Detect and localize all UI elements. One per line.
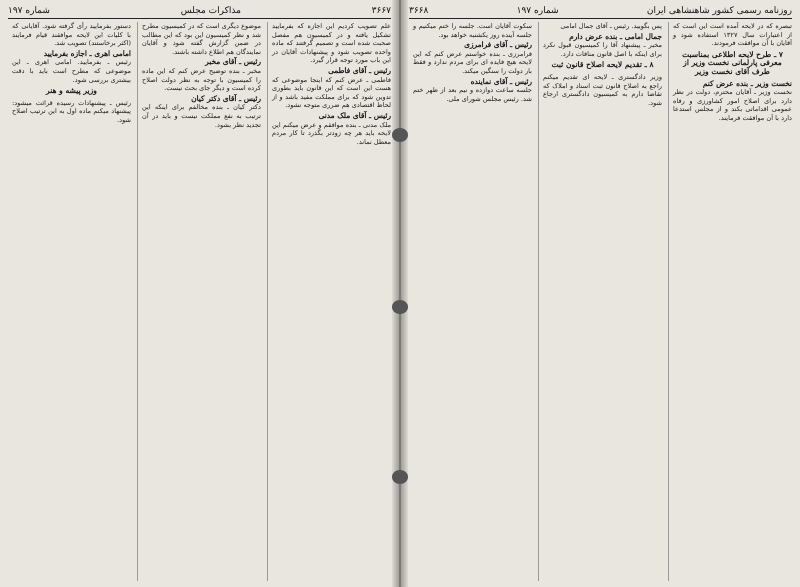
paragraph: رئیس ـ پیشنهادات رسیده قرائت میشود: پیشنهاد میکنم ماده اول به این ترتیب اصلاح شود. (12, 98, 131, 124)
left-running-header (8, 4, 391, 19)
right-running-header (409, 4, 792, 19)
paragraph: سکوت آقایان است. جلسه را ختم میکنیم و جلسه آینده روز یکشنبه خواهد بود. (413, 22, 532, 39)
section-headline: وزیر پیشه و هنر (46, 86, 97, 96)
speaker-line: امامی اهری ـ اجازه بفرمایید (43, 48, 131, 58)
paragraph: مخبر ـ پیشنهاد آقا را کمیسیون قبول نکرد برای اینکه با اصل قانون منافات دارد. (543, 41, 662, 58)
right-column-2 (538, 22, 662, 581)
left-header-date: شماره ۱۹۷ (8, 6, 50, 16)
paragraph: علم تصویب کردیم این اجازه که بفرمایید تشکیل یافته و در کمیسیون هم مفصل صحبت شده است و تصمیم گرفتند که ماده واحده تصویب شود و پیشنهادات آقایان در این باب مورد توجه قرار گیرد. (272, 22, 391, 65)
speaker-line: رئیس ـ آقای دکتر کیان (191, 93, 261, 103)
right-header-paper: روزنامه رسمی کشور شاهنشاهی ایران (646, 6, 792, 16)
paragraph: دکتر کیان ـ بنده مخالفم برای اینکه این ترتیب به نفع مملکت نیست و باید در آن تجدید نظر بشود. (142, 103, 261, 129)
paragraph: پس بگویید. رئیس ـ آقای جمال امامی (560, 22, 662, 30)
right-page-number: ۳۶۶۸ (409, 6, 429, 16)
left-columns (8, 22, 391, 581)
speaker-line: رئیس ـ آقای مخبر (205, 57, 261, 67)
paragraph: فرامرزی ـ بنده خواستم عرض کنم که این لایحه هیچ فایده ای برای مردم ندارد و فقط بار دولت را سنگین میکند. (413, 49, 532, 75)
paragraph: فاطمی ـ عرض کنم که اینجا موضوعی که هست این است که این قانون باید بطوری تدوین شود که برای مملکت مفید باشد و از لحاظ اقتصادی هم ضرری متوجه نشود. (272, 75, 391, 110)
binding-hole-2 (392, 300, 408, 314)
left-page-number: ۳۶۶۷ (371, 6, 391, 16)
speaker-line: رئیس ـ آقای ملک مدنی (318, 110, 391, 120)
left-column-1 (267, 22, 391, 581)
paragraph: مخبر ـ بنده توضیح عرض کنم که این ماده را کمیسیون با توجه به نظر دولت اصلاح کرده است و دیگر جای بحث نیست. (142, 66, 261, 93)
paragraph: جلسه ساعت دوازده و نیم بعد از ظهر ختم شد. رئیس مجلس شورای ملی. (413, 86, 532, 103)
right-header-date: شماره ۱۹۷ (516, 6, 559, 16)
paragraph: رئیس ـ بفرمایید. امامی اهری ـ این موضوعی که مطرح است باید با دقت بیشتری بررسی شود. (12, 58, 131, 84)
left-header-title: مذاکرات مجلس (180, 6, 241, 16)
right-column-1 (668, 22, 792, 581)
right-columns (409, 22, 792, 581)
right-column-3 (409, 22, 532, 581)
section-headline: ۸ ـ تقدیم لایحه اصلاح قانون ثبت (551, 60, 654, 70)
speaker-line: جمال امامی ـ بنده عرض دارم (569, 31, 662, 41)
paragraph: وزیر دادگستری ـ لایحه ای تقدیم میکنم راجع به اصلاح قانون ثبت اسناد و املاک که تقاضا دارم به کمیسیون دادگستری ارجاع شود. (543, 72, 662, 107)
speaker-line: رئیس ـ آقای فاطمی (328, 65, 391, 75)
book-gutter (392, 0, 408, 587)
speaker-line: نخست وزیر ـ بنده عرض کنم (702, 78, 792, 88)
paragraph: ملک مدنی ـ بنده موافقم و عرض میکنم این لایحه باید هر چه زودتر بگذرد تا کار مردم معطل نماند. (272, 120, 391, 146)
paragraph: دستور بفرمایید رأی گرفته شود. آقایانی که با کلیات این لایحه موافقند قیام فرمایند (اکثر برخاستند) تصویب شد. (12, 22, 131, 48)
speaker-line: رئیس ـ آقای نماینده (470, 76, 532, 86)
right-page (400, 0, 800, 587)
left-column-3 (8, 22, 131, 581)
paragraph: تبصره که در لایحه آمده است این است که از اعتبارات سال ۱۳۲۷ استفاده شود و آقایان با آن موافقت فرمودند. (673, 22, 792, 48)
binding-hole-1 (392, 128, 408, 142)
paragraph: نخست وزیر ـ آقایان محترم، دولت در نظر دارد برای اصلاح امور کشاورزی و رفاه عمومی اقداماتی بکند و از مجلس استدعا دارد با آن موافقت فرمایند. (673, 88, 792, 122)
left-column-2 (137, 22, 261, 581)
paragraph: موضوع دیگری است که در کمیسیون مطرح شد و نظر کمیسیون این بود که این مطالب در ضمن گزارش گفته شود و آقایان نمایندگان هم اطلاع داشته باشند. (142, 22, 261, 56)
speaker-line: رئیس ـ آقای فرامرزی (464, 40, 532, 50)
section-headline: ۷ ـ طرح لایحه اطلاعی بمناسبت معرفی پارلمانی نخست وزیر از طرف آقای نخست وزیر (682, 49, 783, 76)
binding-hole-3 (392, 470, 408, 484)
